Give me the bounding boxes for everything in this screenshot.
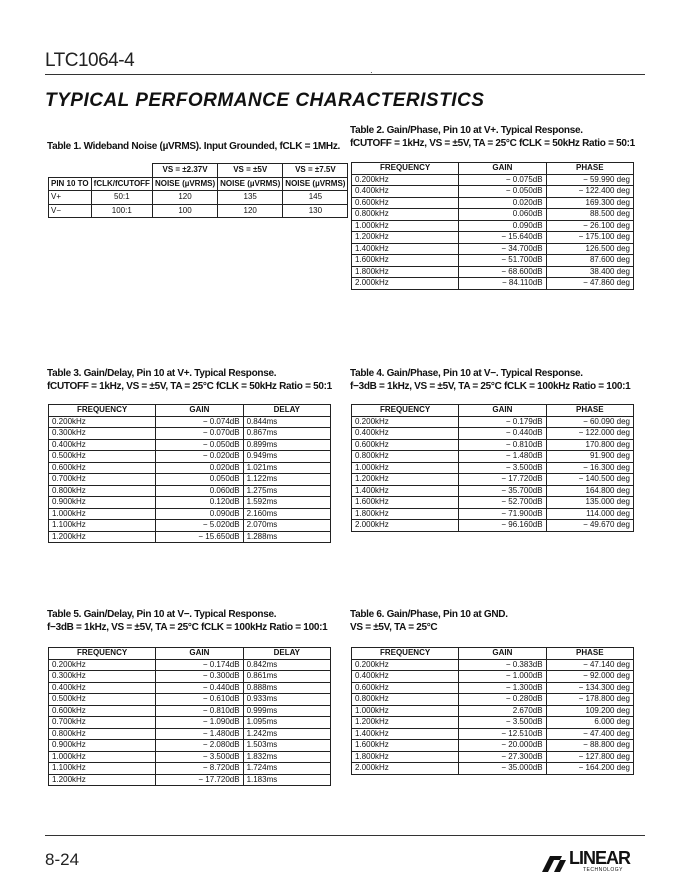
table-row <box>49 451 331 463</box>
table-cell: 0.400kHz <box>352 671 459 683</box>
table-cell: 0.600kHz <box>49 462 156 474</box>
table-row <box>352 462 634 474</box>
table-cell: − 0.810dB <box>156 705 243 717</box>
table-cell: 0.400kHz <box>49 439 156 451</box>
table-cell: 0.050dB <box>156 474 243 486</box>
table-cell: 0.861ms <box>243 671 330 683</box>
table2-caption-line1: Table 2. Gain/Phase, Pin 10 at V+. Typical Response. <box>350 125 583 136</box>
table-cell: 100 <box>152 204 217 218</box>
table-row <box>49 763 331 775</box>
table-cell: 1.800kHz <box>352 751 459 763</box>
table6 <box>351 647 634 775</box>
table-cell: 1.000kHz <box>352 705 459 717</box>
table-cell: 0.500kHz <box>49 451 156 463</box>
table-row <box>49 531 331 543</box>
table-row <box>352 416 634 428</box>
table-cell: − 3.500dB <box>459 717 546 729</box>
table4 <box>351 404 634 532</box>
table-cell: − 0.074dB <box>156 416 243 428</box>
speck: · <box>370 68 373 77</box>
table-cell: − 1.090dB <box>156 717 243 729</box>
table3-caption-line1: Table 3. Gain/Delay, Pin 10 at V+. Typical Response. <box>47 368 277 379</box>
table5-caption-line2: f−3dB = 1kHz, VS = ±5V, TA = 25°C fCLK = 100kHz Ratio = 100:1 <box>47 622 328 633</box>
table-cell: 91.900 deg <box>546 451 633 463</box>
table-row <box>49 416 331 428</box>
table4-header: PHASE <box>546 405 633 417</box>
table-cell: 0.300kHz <box>49 671 156 683</box>
table-row <box>352 671 634 683</box>
table-cell: 1.288ms <box>243 531 330 543</box>
table1-col-header: NOISE (µVRMS) <box>283 177 348 191</box>
table-cell: − 15.650dB <box>156 531 243 543</box>
table-row <box>49 705 331 717</box>
table-cell: − 68.600dB <box>459 266 546 278</box>
table-row <box>352 508 634 520</box>
table-cell: 1.000kHz <box>49 751 156 763</box>
table-cell: 1.100kHz <box>49 520 156 532</box>
table-row <box>352 740 634 752</box>
table-cell: 0.800kHz <box>352 209 459 221</box>
table-cell: 0.700kHz <box>49 474 156 486</box>
table-cell: − 60.090 deg <box>546 416 633 428</box>
table-row <box>49 520 331 532</box>
table3-header: GAIN <box>156 405 243 417</box>
table-cell: 0.800kHz <box>49 485 156 497</box>
table-cell: 2.000kHz <box>352 763 459 775</box>
table1-empty-cell <box>91 164 152 178</box>
table-cell: 130 <box>283 204 348 218</box>
table-cell: − 5.020dB <box>156 520 243 532</box>
table-row <box>49 659 331 671</box>
table-cell: 0.060dB <box>459 209 546 221</box>
table5-header: DELAY <box>243 648 330 660</box>
table-cell: − 140.500 deg <box>546 474 633 486</box>
table-cell: 0.200kHz <box>49 659 156 671</box>
table-row <box>352 682 634 694</box>
table-cell: 1.503ms <box>243 740 330 752</box>
table-row <box>49 204 348 218</box>
table-row <box>49 728 331 740</box>
table-row <box>352 451 634 463</box>
table-cell: − 16.300 deg <box>546 462 633 474</box>
table-cell: 1.200kHz <box>352 232 459 244</box>
table-cell: − 0.610dB <box>156 694 243 706</box>
logo-text: LINEAR <box>569 848 630 868</box>
table-cell: 0.400kHz <box>352 428 459 440</box>
table-row <box>352 255 634 267</box>
table-row <box>49 508 331 520</box>
table-cell: 1.800kHz <box>352 508 459 520</box>
table-cell: 0.900kHz <box>49 497 156 509</box>
table-cell: 1.000kHz <box>352 462 459 474</box>
table5-caption-line1: Table 5. Gain/Delay, Pin 10 at V−. Typical Response. <box>47 609 277 620</box>
table-cell: 0.300kHz <box>49 428 156 440</box>
table-cell: 2.160ms <box>243 508 330 520</box>
table-cell: 135.000 deg <box>546 497 633 509</box>
table-cell: − 127.800 deg <box>546 751 633 763</box>
table-row <box>352 266 634 278</box>
table-row <box>49 474 331 486</box>
table-cell: 1.200kHz <box>352 717 459 729</box>
table-row <box>49 774 331 786</box>
table1-col-header: PIN 10 TO <box>49 177 92 191</box>
table-row <box>352 220 634 232</box>
table-row <box>352 659 634 671</box>
table-cell: 1.800kHz <box>352 266 459 278</box>
table-row <box>49 191 348 205</box>
table-cell: 87.600 deg <box>546 255 633 267</box>
table-row <box>352 705 634 717</box>
table-row <box>352 694 634 706</box>
table-cell: 38.400 deg <box>546 266 633 278</box>
table-cell: 0.800kHz <box>352 451 459 463</box>
table-cell: − 0.440dB <box>156 682 243 694</box>
table-cell: − 96.160dB <box>459 520 546 532</box>
table-row <box>49 428 331 440</box>
table-row <box>352 232 634 244</box>
table-cell: 2.070ms <box>243 520 330 532</box>
table-cell: − 51.700dB <box>459 255 546 267</box>
table-cell: − 0.075dB <box>459 174 546 186</box>
table-cell: − 59.990 deg <box>546 174 633 186</box>
table1-col-header: fCLK/fCUTOFF <box>91 177 152 191</box>
table1-caption: Table 1. Wideband Noise (µVRMS). Input Grounded, fCLK = 1MHz. <box>47 141 341 152</box>
table-cell: 0.844ms <box>243 416 330 428</box>
table2-header: FREQUENCY <box>352 163 459 175</box>
table-cell: 0.200kHz <box>49 416 156 428</box>
table-cell: 1.832ms <box>243 751 330 763</box>
table-cell: 0.999ms <box>243 705 330 717</box>
table1-empty-cell <box>49 164 92 178</box>
table-row <box>49 497 331 509</box>
table-cell: − 35.000dB <box>459 763 546 775</box>
table-cell: 0.949ms <box>243 451 330 463</box>
table-cell: − 47.860 deg <box>546 278 633 290</box>
table2-header: PHASE <box>546 163 633 175</box>
table-cell: 2.670dB <box>459 705 546 717</box>
table-cell: 109.200 deg <box>546 705 633 717</box>
table-cell: − 0.280dB <box>459 694 546 706</box>
table-row <box>49 485 331 497</box>
table-cell: 0.120dB <box>156 497 243 509</box>
table1 <box>48 163 348 218</box>
table-cell: 50:1 <box>91 191 152 205</box>
table-row <box>352 497 634 509</box>
table-cell: − 134.300 deg <box>546 682 633 694</box>
table-cell: − 0.020dB <box>156 451 243 463</box>
table-row <box>352 485 634 497</box>
table-cell: 0.900kHz <box>49 740 156 752</box>
table-cell: − 0.050dB <box>459 186 546 198</box>
table-row <box>49 671 331 683</box>
table-cell: − 122.000 deg <box>546 428 633 440</box>
logo-subtext: TECHNOLOGY <box>583 867 624 873</box>
table-cell: − 0.300dB <box>156 671 243 683</box>
table-cell: − 164.200 deg <box>546 763 633 775</box>
table-cell: 0.899ms <box>243 439 330 451</box>
table-cell: − 0.179dB <box>459 416 546 428</box>
table-cell: − 92.000 deg <box>546 671 633 683</box>
table-cell: 0.933ms <box>243 694 330 706</box>
table-cell: 1.183ms <box>243 774 330 786</box>
table6-caption-line2: VS = ±5V, TA = 25°C <box>350 622 438 633</box>
table-cell: 0.200kHz <box>352 659 459 671</box>
table4-caption-line1: Table 4. Gain/Phase, Pin 10 at V−. Typical Response. <box>350 368 583 379</box>
table-cell: 0.888ms <box>243 682 330 694</box>
table-cell: 120 <box>218 204 283 218</box>
table-cell: − 0.440dB <box>459 428 546 440</box>
table-cell: − 3.500dB <box>459 462 546 474</box>
table-row <box>352 428 634 440</box>
table-cell: 1.200kHz <box>49 774 156 786</box>
table-cell: 100:1 <box>91 204 152 218</box>
table-row <box>352 174 634 186</box>
table-row <box>352 243 634 255</box>
table-cell: 0.600kHz <box>352 682 459 694</box>
table-cell: 1.592ms <box>243 497 330 509</box>
header-rule <box>45 74 645 75</box>
table-cell: 0.700kHz <box>49 717 156 729</box>
table-cell: 0.090dB <box>156 508 243 520</box>
table3-caption-line2: fCUTOFF = 1kHz, VS = ±5V, TA = 25°C fCLK = 50kHz Ratio = 50:1 <box>47 381 332 392</box>
table-cell: 0.200kHz <box>352 174 459 186</box>
table-cell: 1.242ms <box>243 728 330 740</box>
table-cell: 1.100kHz <box>49 763 156 775</box>
table-cell: 2.000kHz <box>352 520 459 532</box>
table3-header: FREQUENCY <box>49 405 156 417</box>
table-cell: 135 <box>218 191 283 205</box>
table4-header: FREQUENCY <box>352 405 459 417</box>
footer-rule <box>45 835 645 836</box>
table-cell: 1.021ms <box>243 462 330 474</box>
table-cell: 0.400kHz <box>352 186 459 198</box>
table1-supply-header: VS = ±2.37V <box>152 164 217 178</box>
table6-header: FREQUENCY <box>352 648 459 660</box>
table-cell: 1.200kHz <box>49 531 156 543</box>
table6-header: PHASE <box>546 648 633 660</box>
table-cell: − 17.720dB <box>459 474 546 486</box>
table-row <box>352 209 634 221</box>
table-cell: − 1.300dB <box>459 682 546 694</box>
table3-header: DELAY <box>243 405 330 417</box>
table-cell: 0.600kHz <box>49 705 156 717</box>
table-cell: − 88.800 deg <box>546 740 633 752</box>
table-row <box>49 462 331 474</box>
table4-header: GAIN <box>459 405 546 417</box>
table-row <box>49 740 331 752</box>
table-row <box>49 682 331 694</box>
table-cell: 126.500 deg <box>546 243 633 255</box>
table-cell: 1.095ms <box>243 717 330 729</box>
table-row <box>352 520 634 532</box>
table6-caption-line1: Table 6. Gain/Phase, Pin 10 at GND. <box>350 609 508 620</box>
section-title: TYPICAL PERFORMANCE CHARACTERISTICS <box>45 90 485 111</box>
table-cell: − 3.500dB <box>156 751 243 763</box>
page-number: 8-24 <box>45 850 80 869</box>
table3 <box>48 404 331 543</box>
table-cell: 1.000kHz <box>352 220 459 232</box>
table-cell: 1.600kHz <box>352 255 459 267</box>
table-cell: − 12.510dB <box>459 728 546 740</box>
table-cell: − 49.670 deg <box>546 520 633 532</box>
table-cell: V+ <box>49 191 92 205</box>
table-cell: − 34.700dB <box>459 243 546 255</box>
table-cell: 1.000kHz <box>49 508 156 520</box>
table-row <box>352 186 634 198</box>
table1-col-header: NOISE (µVRMS) <box>152 177 217 191</box>
table-row <box>49 751 331 763</box>
table-cell: 1.600kHz <box>352 497 459 509</box>
table2-header: GAIN <box>459 163 546 175</box>
table4-caption-line2: f−3dB = 1kHz, VS = ±5V, TA = 25°C fCLK = 100kHz Ratio = 100:1 <box>350 381 631 392</box>
table-cell: − 0.070dB <box>156 428 243 440</box>
table-cell: − 178.800 deg <box>546 694 633 706</box>
table1-supply-header: VS = ±7.5V <box>283 164 348 178</box>
table-cell: − 47.400 deg <box>546 728 633 740</box>
table-cell: − 0.383dB <box>459 659 546 671</box>
table-cell: − 47.140 deg <box>546 659 633 671</box>
table-cell: − 175.100 deg <box>546 232 633 244</box>
table1-supply-header: VS = ±5V <box>218 164 283 178</box>
table-cell: 0.090dB <box>459 220 546 232</box>
table-cell: − 0.174dB <box>156 659 243 671</box>
table-cell: 1.400kHz <box>352 243 459 255</box>
table-cell: 1.122ms <box>243 474 330 486</box>
table-cell: 170.800 deg <box>546 439 633 451</box>
table-row <box>49 439 331 451</box>
table-cell: − 26.100 deg <box>546 220 633 232</box>
table-cell: 0.600kHz <box>352 439 459 451</box>
table-cell: 0.020dB <box>459 197 546 209</box>
table-cell: − 27.300dB <box>459 751 546 763</box>
table6-header: GAIN <box>459 648 546 660</box>
table-cell: 0.060dB <box>156 485 243 497</box>
table-cell: 1.724ms <box>243 763 330 775</box>
table-cell: − 35.700dB <box>459 485 546 497</box>
table-cell: 0.500kHz <box>49 694 156 706</box>
table-cell: − 122.400 deg <box>546 186 633 198</box>
table-cell: 0.800kHz <box>352 694 459 706</box>
table-cell: − 1.480dB <box>156 728 243 740</box>
part-number: LTC1064-4 <box>45 50 135 71</box>
table2 <box>351 162 634 290</box>
table5-header: FREQUENCY <box>49 648 156 660</box>
table-cell: V− <box>49 204 92 218</box>
table-cell: 1.200kHz <box>352 474 459 486</box>
table-cell: − 52.700dB <box>459 497 546 509</box>
table-cell: − 84.110dB <box>459 278 546 290</box>
table-row <box>49 717 331 729</box>
table-cell: 169.300 deg <box>546 197 633 209</box>
table-cell: − 2.080dB <box>156 740 243 752</box>
table-cell: 0.800kHz <box>49 728 156 740</box>
table-cell: − 71.900dB <box>459 508 546 520</box>
table-row <box>352 763 634 775</box>
table-cell: 0.842ms <box>243 659 330 671</box>
table-row <box>352 474 634 486</box>
table1-col-header: NOISE (µVRMS) <box>218 177 283 191</box>
table-cell: − 0.810dB <box>459 439 546 451</box>
table-cell: 0.200kHz <box>352 416 459 428</box>
table-cell: 88.500 deg <box>546 209 633 221</box>
table-cell: 120 <box>152 191 217 205</box>
table-cell: 1.275ms <box>243 485 330 497</box>
table-row <box>352 751 634 763</box>
table-cell: − 1.000dB <box>459 671 546 683</box>
table-row <box>352 278 634 290</box>
table-row <box>352 197 634 209</box>
table-cell: 1.400kHz <box>352 485 459 497</box>
table-cell: 6.000 deg <box>546 717 633 729</box>
table-row <box>49 694 331 706</box>
table-cell: 0.867ms <box>243 428 330 440</box>
table-row <box>352 717 634 729</box>
table-cell: 0.400kHz <box>49 682 156 694</box>
table-cell: 145 <box>283 191 348 205</box>
table-cell: 0.600kHz <box>352 197 459 209</box>
table5-header: GAIN <box>156 648 243 660</box>
table-cell: − 17.720dB <box>156 774 243 786</box>
table-cell: 2.000kHz <box>352 278 459 290</box>
table-cell: 1.600kHz <box>352 740 459 752</box>
table-cell: − 15.640dB <box>459 232 546 244</box>
table5 <box>48 647 331 786</box>
table-cell: 1.400kHz <box>352 728 459 740</box>
table-row <box>352 728 634 740</box>
table2-caption-line2: fCUTOFF = 1kHz, VS = ±5V, TA = 25°C fCLK = 50kHz Ratio = 50:1 <box>350 138 635 149</box>
table-row <box>352 439 634 451</box>
table-cell: − 1.480dB <box>459 451 546 463</box>
table-cell: 164.800 deg <box>546 485 633 497</box>
table-cell: − 8.720dB <box>156 763 243 775</box>
table-cell: 0.020dB <box>156 462 243 474</box>
table-cell: − 0.050dB <box>156 439 243 451</box>
table-cell: 114.000 deg <box>546 508 633 520</box>
table-cell: − 20.000dB <box>459 740 546 752</box>
